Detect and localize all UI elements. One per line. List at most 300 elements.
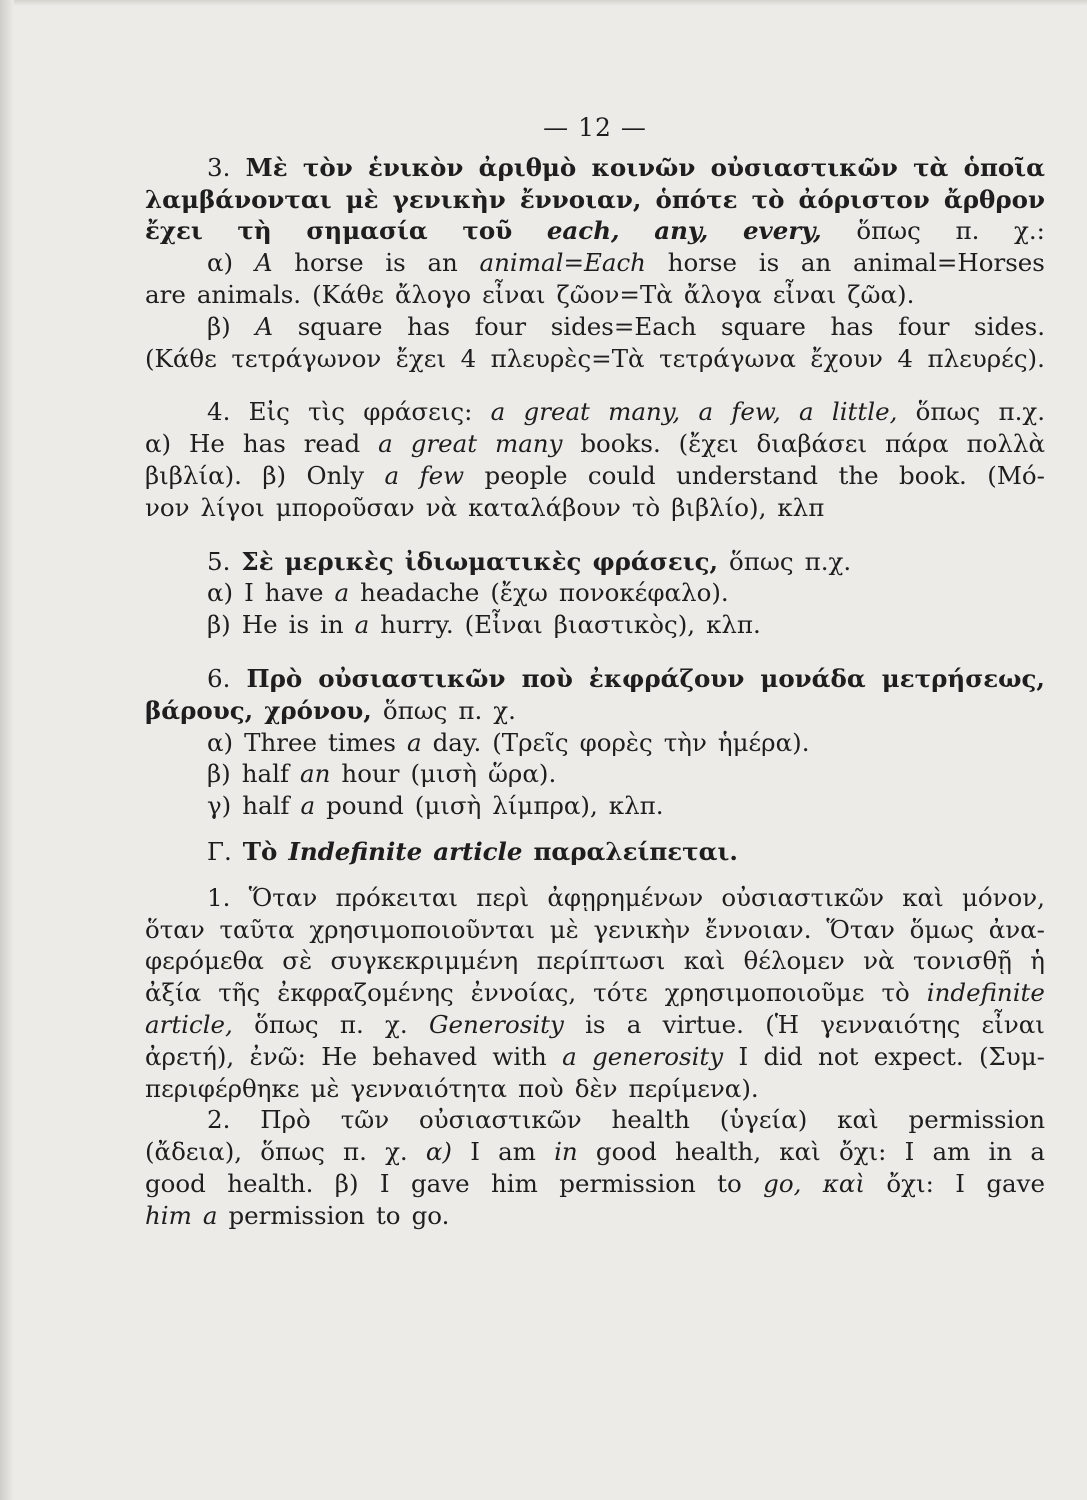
- word: ὁποῖα: [963, 152, 1045, 182]
- word: θέλομεν: [743, 946, 845, 976]
- word: (ἔχει: [678, 429, 739, 459]
- word: ἄρθρον: [943, 184, 1045, 214]
- text-line: [145, 215, 1045, 247]
- word: π.: [955, 216, 980, 246]
- word: (ἔχω: [490, 578, 548, 608]
- word: πρόκειται: [335, 882, 459, 912]
- word: Πρὸ: [260, 1105, 311, 1135]
- word: (Κάθε: [145, 343, 217, 373]
- word: ἄλογο: [394, 279, 472, 309]
- word: γ): [207, 791, 232, 821]
- word: ὅπως: [856, 216, 921, 246]
- word: κλπ.: [706, 610, 761, 640]
- word: χ.: [493, 695, 516, 725]
- word: ἔννοιαν,: [519, 184, 642, 214]
- word: a: [626, 1009, 642, 1039]
- word: (μισὴ: [410, 759, 477, 789]
- word: has: [242, 429, 286, 459]
- word: τὶς: [308, 397, 346, 427]
- word: βιαστικὸς),: [553, 610, 696, 640]
- word: (ὑγεία): [719, 1105, 808, 1135]
- word: χ.: [385, 1009, 408, 1039]
- word: ὅμως: [909, 914, 974, 944]
- word: οὐσιαστικῶν: [419, 1105, 582, 1135]
- word: κοινῶν: [591, 152, 696, 182]
- paragraph-gap: [145, 822, 1045, 836]
- word: μποροῦσαν: [275, 492, 415, 522]
- word: I: [955, 1168, 965, 1198]
- word: π.: [342, 1137, 367, 1167]
- word: καὶ: [837, 1105, 879, 1135]
- word: Ὅταν: [826, 914, 895, 944]
- word: generosity: [592, 1041, 724, 1071]
- word: τὴν: [663, 727, 707, 757]
- word: καὶ: [683, 946, 726, 976]
- word: did: [763, 1041, 803, 1071]
- word: square: [297, 311, 383, 341]
- word: λίγοι: [200, 492, 265, 522]
- page-top-edge: [0, 0, 1087, 6]
- paragraph-gap: [145, 868, 1045, 882]
- word: εἶναι: [482, 279, 546, 309]
- word: ἐννοίας,: [470, 978, 577, 1008]
- word: ἰδιωματικὲς: [404, 546, 582, 576]
- word: λαμβάνονται: [145, 184, 332, 214]
- word: π.χ.: [804, 546, 852, 576]
- word: πλευρές).: [927, 343, 1045, 373]
- word: β): [262, 460, 287, 490]
- word: τὸ: [751, 184, 785, 214]
- word: α): [145, 429, 172, 459]
- word: a: [202, 1200, 218, 1230]
- word: ὅπως: [729, 546, 794, 576]
- word: a: [799, 397, 814, 427]
- word: an: [427, 248, 458, 278]
- word: 6.: [207, 663, 231, 693]
- word: β): [207, 311, 231, 341]
- word: half: [241, 759, 290, 789]
- word: many: [494, 429, 563, 459]
- word: a: [354, 610, 370, 640]
- word: τῆς: [218, 978, 261, 1008]
- text-line: [145, 184, 1045, 216]
- word: χ.:: [1014, 216, 1045, 246]
- word: (Συμ-: [978, 1041, 1045, 1071]
- word: καταλάβουν: [468, 492, 621, 522]
- word: in: [320, 610, 344, 640]
- word: Generosity: [428, 1009, 564, 1039]
- word: few,: [731, 397, 781, 427]
- word: β): [207, 610, 231, 640]
- text-line: [145, 492, 1045, 524]
- word: α): [207, 578, 234, 608]
- word: is: [385, 248, 406, 278]
- body-text: [145, 152, 1045, 1232]
- word: τονισθῇ: [912, 946, 1012, 976]
- word: ἀξία: [145, 978, 202, 1008]
- word: am: [932, 1137, 971, 1167]
- word: (Τρεῖς: [492, 727, 569, 757]
- word: τὴ: [237, 216, 272, 246]
- word: νὰ: [863, 946, 895, 976]
- word: σὲ: [282, 946, 313, 976]
- word: μετρήσεως,: [881, 663, 1045, 693]
- word: I: [738, 1041, 749, 1071]
- word: ἔχουν: [810, 343, 883, 373]
- word: μονάδα: [760, 663, 866, 693]
- word: γενικὴν: [392, 184, 506, 214]
- word: ἄλογα: [683, 279, 762, 309]
- word: α): [207, 727, 234, 757]
- text-line: [145, 1136, 1045, 1168]
- word: times: [327, 727, 396, 757]
- word: μερικὲς: [284, 546, 394, 576]
- word: 1.: [207, 882, 231, 912]
- word: health: [611, 1105, 690, 1135]
- word: animal=Horses: [852, 248, 1045, 278]
- word: a: [406, 727, 422, 757]
- word: people: [484, 460, 568, 490]
- word: He: [321, 1041, 358, 1071]
- word: π.: [458, 695, 483, 725]
- word: day.: [432, 727, 482, 757]
- word: ἀνα-: [988, 914, 1045, 944]
- text-line: [145, 1009, 1045, 1041]
- word: sides=Each: [550, 311, 697, 341]
- word: not: [818, 1041, 859, 1071]
- word: read: [303, 429, 361, 459]
- text-line: [145, 343, 1045, 375]
- word: πολλὰ: [966, 429, 1045, 459]
- word: βιβλία).: [145, 460, 242, 490]
- word: συγκεκριμμένη: [330, 946, 519, 976]
- word: a: [562, 1041, 577, 1071]
- word: καὶ: [822, 1168, 865, 1198]
- word: τότε: [593, 978, 648, 1008]
- text-line: [145, 758, 1045, 790]
- text-line: [145, 1200, 1045, 1232]
- word: ὄχι:: [838, 1137, 887, 1167]
- word: φορὲς: [579, 727, 653, 757]
- word: τετράγωνα: [659, 343, 796, 373]
- word: horse: [667, 248, 738, 278]
- word: παραλείπεται.: [533, 836, 738, 866]
- word: β): [207, 759, 231, 789]
- word: him: [145, 1200, 192, 1230]
- word: περιφέρθηκε: [145, 1073, 300, 1103]
- word: gave: [986, 1168, 1045, 1198]
- word: Indefinite: [288, 836, 423, 866]
- word: the: [838, 460, 879, 490]
- word: good: [595, 1137, 657, 1167]
- word: an: [800, 248, 832, 278]
- word: οὐσιαστικῶν: [318, 663, 506, 693]
- word: expect.: [873, 1041, 964, 1071]
- word: μὲ: [310, 1073, 340, 1103]
- word: τῶν: [340, 1105, 390, 1135]
- word: (μισὴ: [414, 791, 482, 821]
- word: ἔχει: [145, 216, 203, 246]
- word: ταῦτα: [219, 914, 295, 944]
- text-line: [145, 977, 1045, 1009]
- word: ἔννοιαν.: [704, 914, 812, 944]
- word: hour: [341, 759, 400, 789]
- word: ἐκφράζουν: [588, 663, 745, 693]
- word: π.χ.: [998, 397, 1045, 427]
- paragraph-gap: [145, 641, 1045, 663]
- word: βιβλίο),: [671, 492, 767, 522]
- text-line: [145, 577, 1045, 609]
- word: περίπτωσι: [536, 946, 666, 976]
- word: sides.: [974, 311, 1045, 341]
- page-binding-shadow: [0, 0, 14, 1500]
- word: πονοκέφαλο).: [558, 578, 729, 608]
- word: great: [523, 397, 590, 427]
- word: animals.: [196, 279, 302, 309]
- word: health.: [227, 1168, 314, 1198]
- word: health,: [674, 1137, 762, 1167]
- word: τὸν: [302, 152, 353, 182]
- word: permission: [228, 1200, 365, 1230]
- word: Πρὸ: [246, 663, 303, 693]
- word: πλευρὲς=Τὰ: [490, 343, 645, 373]
- word: τοῦ: [462, 216, 513, 246]
- word: in: [988, 1137, 1013, 1167]
- text-line: [145, 428, 1045, 460]
- word: ἀριθμὸ: [478, 152, 577, 182]
- text-line: [145, 460, 1045, 492]
- word: 5.: [207, 546, 231, 576]
- word: permission: [559, 1168, 696, 1198]
- word: οὐσιαστικῶν: [710, 152, 898, 182]
- text-line: [145, 727, 1045, 759]
- word: ποὺ: [517, 1073, 564, 1103]
- word: a: [1030, 1137, 1045, 1167]
- word: a: [490, 397, 506, 427]
- text-line: [145, 945, 1045, 977]
- word: ἀφῃρημένων: [547, 882, 704, 912]
- word: ἀρετή),: [145, 1041, 235, 1071]
- word: behaved: [372, 1041, 478, 1071]
- word: ἐνῶ:: [249, 1041, 306, 1071]
- word: σημασία: [306, 216, 428, 246]
- paragraph-gap: [145, 524, 1045, 546]
- word: a: [378, 429, 393, 459]
- word: κλπ: [777, 492, 825, 522]
- word: ἡμέρα).: [717, 727, 810, 757]
- word: great: [410, 429, 478, 459]
- word: Τὸ: [242, 836, 278, 866]
- word: understand: [676, 460, 819, 490]
- word: He: [189, 429, 225, 459]
- word: four: [898, 311, 950, 341]
- word: a: [384, 460, 400, 490]
- word: indefinite: [926, 978, 1045, 1008]
- word: καὶ: [779, 1137, 821, 1167]
- word: has: [407, 311, 451, 341]
- word: ὁπότε: [655, 184, 738, 214]
- text-line: [145, 152, 1045, 184]
- word: I: [904, 1137, 915, 1167]
- word: A: [255, 311, 274, 341]
- word: τετράγωνον: [231, 343, 382, 373]
- word: Ὅταν: [248, 882, 318, 912]
- word: οὐσιαστικῶν: [721, 882, 884, 912]
- word: ὅταν: [145, 914, 205, 944]
- text-line: [145, 311, 1045, 343]
- word: headache: [360, 578, 480, 608]
- word: τὸ: [881, 978, 910, 1008]
- word: μόνον,: [961, 882, 1045, 912]
- word: I: [244, 578, 254, 608]
- word: every,: [742, 216, 822, 246]
- word: π.: [339, 1009, 364, 1039]
- word: Only: [306, 460, 365, 490]
- word: ἐκφραζομένης: [277, 978, 454, 1008]
- text-line: [145, 663, 1045, 695]
- text-line: [145, 914, 1045, 946]
- word: go,: [763, 1168, 802, 1198]
- word: ὅπως: [382, 695, 448, 725]
- word: many,: [608, 397, 681, 427]
- text-line: [145, 1104, 1045, 1136]
- word: I: [470, 1137, 480, 1167]
- word: γενναιότητα: [350, 1073, 507, 1103]
- word: (Ἡ: [765, 1009, 800, 1039]
- word: β): [334, 1168, 359, 1198]
- text-line: [145, 396, 1045, 428]
- word: is: [288, 610, 310, 640]
- word: χρόνου,: [264, 695, 372, 725]
- word: ἡ: [1030, 946, 1045, 976]
- word: is: [758, 248, 780, 278]
- text-line: [145, 1168, 1045, 1200]
- word: 4: [897, 343, 914, 373]
- paragraph-gap: [145, 374, 1045, 396]
- word: article,: [145, 1009, 233, 1039]
- word: are: [145, 279, 186, 309]
- text-line: [145, 609, 1045, 641]
- word: τὰ: [913, 152, 949, 182]
- text-line: [145, 790, 1045, 822]
- word: ὄχι:: [886, 1168, 934, 1198]
- word: I: [379, 1168, 390, 1198]
- word: 2.: [207, 1105, 231, 1135]
- word: a: [300, 791, 316, 821]
- word: to: [375, 1200, 401, 1230]
- word: γενναιότης: [820, 1009, 961, 1039]
- word: any,: [654, 216, 709, 246]
- word: ὥρα).: [487, 759, 557, 789]
- word: ἀόριστον: [798, 184, 930, 214]
- word: him: [491, 1168, 538, 1198]
- word: could: [587, 460, 656, 490]
- word: go.: [411, 1200, 450, 1230]
- word: τὸ: [631, 492, 661, 522]
- word: horse: [294, 248, 364, 278]
- word: νον: [145, 492, 190, 522]
- book-page: [145, 112, 1045, 1232]
- word: Γ.: [207, 836, 232, 866]
- page-number: — 12 —: [543, 113, 647, 142]
- word: gave: [411, 1168, 470, 1198]
- word: ἑνικὸν: [367, 152, 464, 182]
- word: εἶναι: [772, 279, 837, 309]
- word: a: [698, 397, 714, 427]
- word: λίμπρα),: [492, 791, 598, 821]
- word: φερόμεθα: [145, 946, 264, 976]
- word: virtue.: [662, 1009, 744, 1039]
- word: have: [264, 578, 324, 608]
- word: 3.: [207, 152, 231, 182]
- word: Σὲ: [241, 546, 274, 576]
- word: He: [241, 610, 278, 640]
- text-line: [145, 1073, 1045, 1105]
- word: ὅπως: [915, 397, 981, 427]
- text-line: [145, 279, 1045, 311]
- word: ζῶα).: [847, 279, 915, 309]
- word: γενικὴν: [593, 914, 691, 944]
- word: νὰ: [425, 492, 458, 522]
- text-line: [145, 882, 1045, 914]
- text-line: [145, 247, 1045, 279]
- word: κλπ.: [608, 791, 664, 821]
- word: βάρους,: [145, 695, 254, 725]
- word: book.: [899, 460, 967, 490]
- word: περὶ: [476, 882, 530, 912]
- word: ὅπως: [254, 1009, 319, 1039]
- word: χρησιμοποιοῦνται: [309, 914, 535, 944]
- word: (Εἶναι: [464, 610, 543, 640]
- word: half: [242, 791, 290, 821]
- word: four: [474, 311, 527, 341]
- text-line: [145, 546, 1045, 578]
- word: animal=Each: [479, 248, 646, 278]
- word: article: [433, 836, 523, 866]
- text-line: [145, 836, 1045, 868]
- word: 4.: [207, 397, 231, 427]
- word: permission: [908, 1105, 1045, 1135]
- word: to: [717, 1168, 742, 1198]
- word: φράσεις,: [592, 546, 719, 576]
- word: Εἰς: [248, 397, 290, 427]
- text-line: [145, 1041, 1045, 1073]
- word: A: [254, 248, 273, 278]
- word: Three: [244, 727, 317, 757]
- word: α): [425, 1137, 452, 1167]
- word: (Κάθε: [312, 279, 384, 309]
- text-line: [145, 695, 1045, 727]
- word: α): [207, 248, 234, 278]
- word: διαβάσει: [756, 429, 868, 459]
- word: a: [334, 578, 350, 608]
- word: am: [498, 1137, 536, 1167]
- word: μὲ: [549, 914, 579, 944]
- word: περίμενα).: [628, 1073, 759, 1103]
- word: good: [145, 1168, 206, 1198]
- word: φράσεις:: [363, 397, 473, 427]
- word: hurry.: [380, 610, 454, 640]
- word: δὲν: [574, 1073, 618, 1103]
- word: little,: [831, 397, 898, 427]
- word: πάρα: [885, 429, 949, 459]
- word: μὲ: [345, 184, 379, 214]
- word: ποὺ: [521, 663, 573, 693]
- word: (Μό-: [987, 460, 1045, 490]
- word: few: [419, 460, 465, 490]
- word: square: [721, 311, 806, 341]
- word: καὶ: [902, 882, 944, 912]
